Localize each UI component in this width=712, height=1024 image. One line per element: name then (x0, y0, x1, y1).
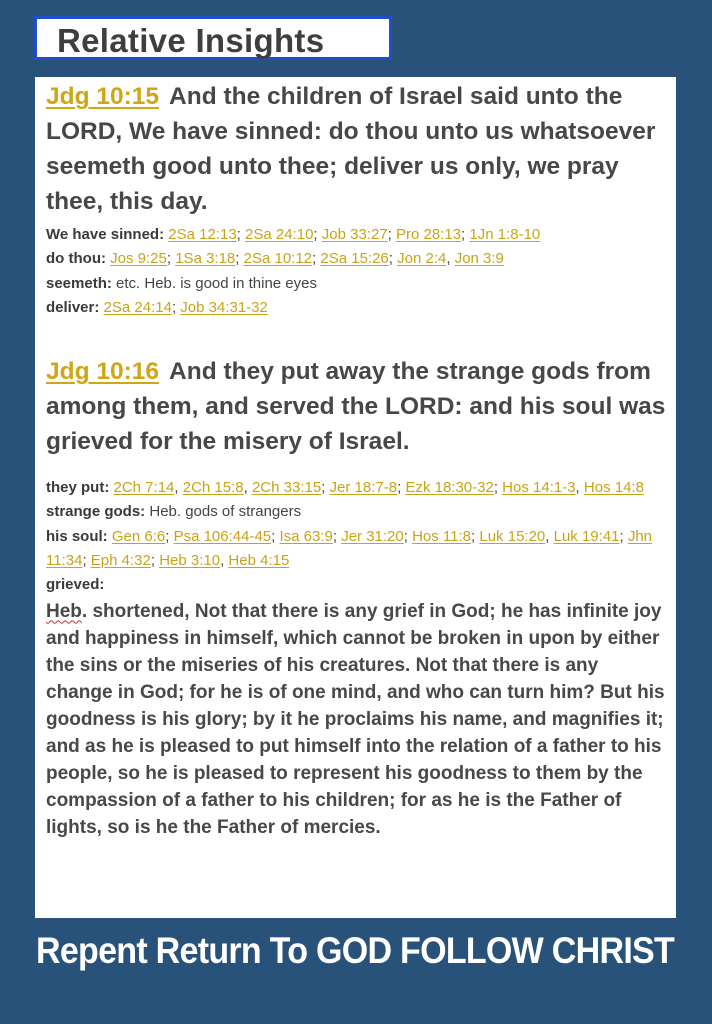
note-label: do thou: (46, 250, 106, 268)
cross-ref-link[interactable]: Heb 4:15 (228, 552, 290, 570)
note-text: Heb. gods of strangers (149, 503, 302, 521)
note-label: they put: (46, 479, 110, 497)
cross-ref-link[interactable]: 2Sa 15:26 (320, 250, 389, 268)
verse-text: And the children of Israel said unto the LORD, We have sinned: do thou unto us whatsoever seemeth good unto thee; deliver us only, we pray thee, this day. (46, 83, 656, 215)
note-line (46, 272, 666, 296)
cross-ref-link[interactable]: Job 33:27 (321, 226, 388, 243)
footer-slogan: Repent Return To GOD FOLLOW CHRIST (36, 930, 675, 971)
note-label: grieved: (46, 576, 105, 594)
note-label: his soul: (46, 527, 108, 545)
cross-ref-link[interactable]: Hos 14:8 (583, 479, 644, 497)
note-text: etc. Heb. is good in thine eyes (116, 274, 317, 292)
cross-ref-link[interactable]: Luk 19:41 (553, 527, 620, 545)
cross-ref-link[interactable]: Eph 4:32 (90, 552, 151, 570)
cross-ref-link[interactable]: 1Sa 3:18 (175, 250, 236, 268)
cross-ref-link[interactable]: 2Sa 12:13 (168, 226, 237, 243)
content-card (35, 77, 676, 918)
cross-ref-link[interactable]: Isa 63:9 (279, 527, 333, 545)
cross-ref-link[interactable]: Jos 9:25 (110, 250, 167, 268)
page-title: Relative Insights (57, 22, 325, 59)
note-line: his soul: Gen 6:6; Psa 106:44-45; Isa 63:9; Jer 31:20; Hos 11:8; Luk 15:20, Luk 19:41; Jhn 11:34; Eph 4:32; Heb 3:10, Heb 4:15 (46, 527, 653, 570)
cross-ref-link[interactable]: 2Ch 15:8 (182, 479, 244, 497)
cross-ref-link[interactable]: Jon 2:4 (397, 250, 447, 268)
cross-ref-link[interactable]: 2Sa 24:10 (245, 226, 314, 243)
cross-ref-link[interactable]: Jer 31:20 (341, 527, 404, 545)
cross-ref-link[interactable]: Jon 3:9 (454, 250, 504, 268)
cross-ref-link[interactable]: 2Sa 24:14 (103, 298, 172, 316)
verse2-notes (46, 476, 666, 597)
cross-ref-link[interactable]: Hos 11:8 (412, 527, 472, 545)
cross-ref-link[interactable]: Jhn 11:34 (46, 527, 653, 570)
cross-ref-link[interactable]: Psa 106:44-45 (173, 527, 272, 545)
verse1-notes (46, 223, 666, 320)
cross-ref-link[interactable]: 2Ch 33:15 (251, 479, 322, 497)
note-label: We have sinned: (46, 226, 165, 243)
verse-ref-link[interactable]: Jdg 10:16 (46, 358, 160, 386)
cross-ref-link[interactable]: Ezk 18:30-32 (405, 479, 494, 497)
note-line (46, 573, 666, 597)
cross-ref-link[interactable]: Jer 18:7-8 (329, 479, 398, 497)
note-line: deliver: 2Sa 24:14; Job 34:31-32 (46, 298, 268, 316)
cross-ref-link[interactable]: 1Jn 1:8-10 (469, 226, 541, 243)
cross-ref-link[interactable]: 2Ch 7:14 (113, 479, 175, 497)
note-label: deliver: (46, 298, 100, 316)
verse-block-1 (46, 79, 666, 219)
note-line: We have sinned: 2Sa 12:13; 2Sa 24:10; Job 33:27; Pro 28:13; 1Jn 1:8-10 (46, 226, 541, 243)
verse-text: And they put away the strange gods from among them, and served the LORD: and his soul was grieved for the misery of Israel. (46, 358, 666, 456)
cross-ref-link[interactable]: Job 34:31-32 (180, 298, 268, 316)
cross-ref-link[interactable]: 2Sa 10:12 (243, 250, 313, 268)
verse-block-2 (46, 354, 666, 459)
note-label: strange gods: (46, 503, 146, 521)
commentary-body: . shortened, Not that there is any grief in God; he has infinite joy and happiness in himself, which cannot be broken in upon by either the sins or the miseries of his creatures. Not that there is any change in God; for he is of one mind, and who can turn him? But his goodness is his glory; by it he proclaims his name, and magnifies it; and as he is pleased to put himself into the relation of a father to his people, so he is pleased to represent his goodness to them by the compassion of a father to his children; for as he is the Father of lights, so is he the Father of mercies. (46, 600, 665, 838)
header-banner (34, 16, 392, 60)
note-line: do thou: Jos 9:25; 1Sa 3:18; 2Sa 10:12; 2Sa 15:26; Jon 2:4, Jon 3:9 (46, 250, 504, 268)
note-line: they put: 2Ch 7:14, 2Ch 15:8, 2Ch 33:15; Jer 18:7-8; Ezk 18:30-32; Hos 14:1-3, Hos 14:8 (46, 479, 644, 497)
cross-ref-link[interactable]: Heb 3:10 (159, 552, 221, 570)
commentary-text (46, 598, 666, 841)
note-label: seemeth: (46, 274, 112, 292)
cross-ref-link[interactable]: Pro 28:13 (396, 226, 462, 243)
cross-ref-link[interactable]: Gen 6:6 (111, 527, 166, 545)
commentary-first-word: Heb (46, 600, 82, 622)
cross-ref-link[interactable]: Hos 14:1-3 (502, 479, 576, 497)
verse-ref-link[interactable]: Jdg 10:15 (46, 83, 160, 110)
note-line (46, 500, 666, 524)
cross-ref-link[interactable]: Luk 15:20 (479, 527, 546, 545)
